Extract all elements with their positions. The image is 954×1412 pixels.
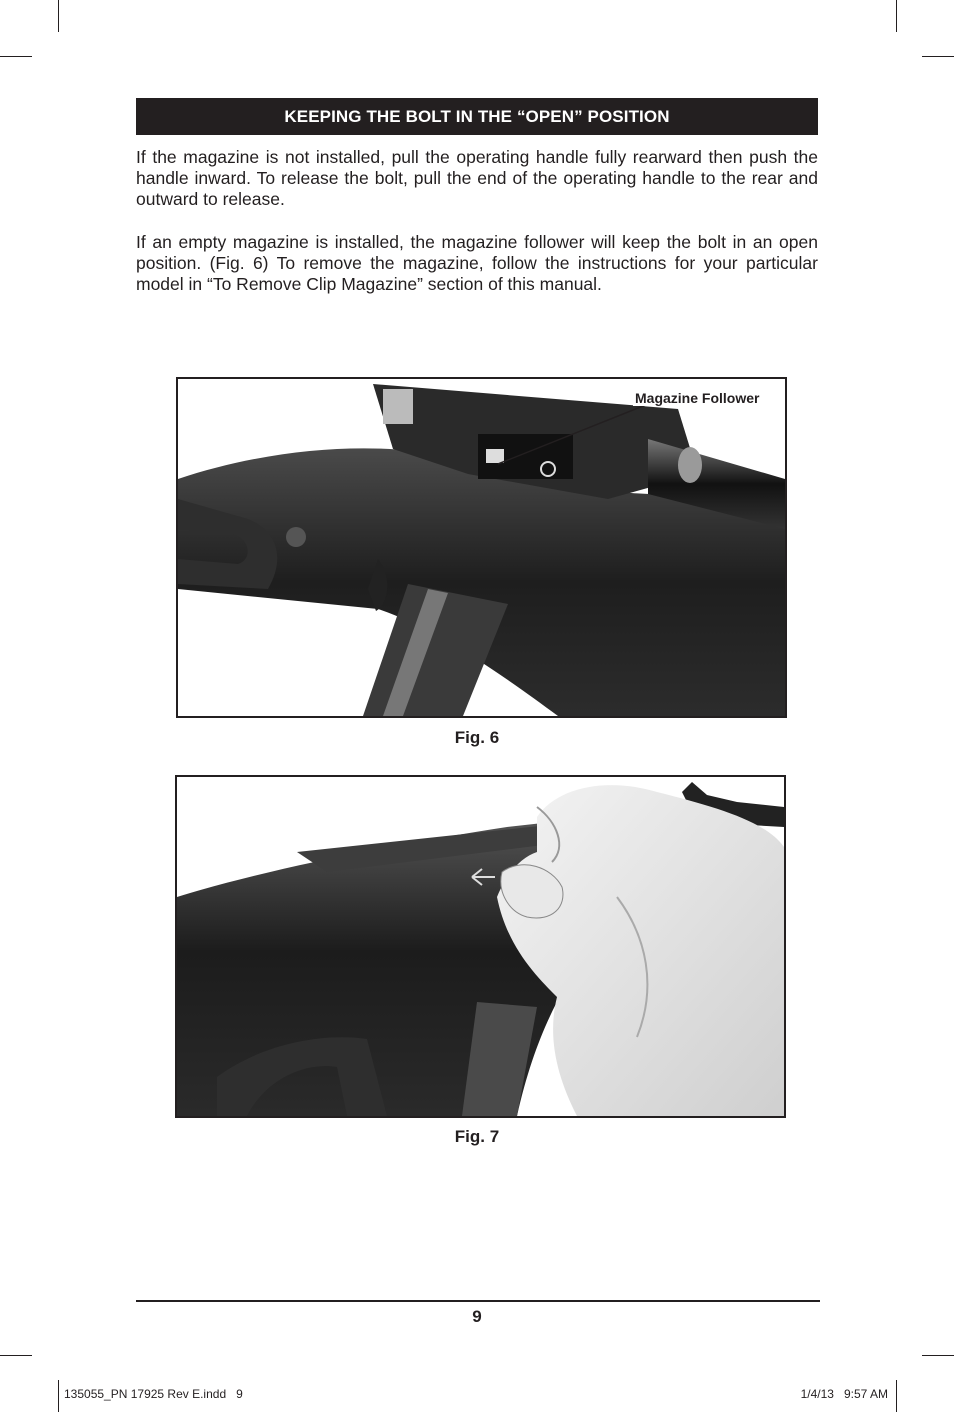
print-slug-filename: 135055_PN 17925 Rev E.indd 9 [64,1387,243,1401]
crop-mark [922,1355,954,1356]
body-paragraph: If the magazine is not installed, pull the operating handle fully rearward then push the handle inward. To release the bolt, pull the end of the operating handle to the rear and outward to release. [136,147,818,209]
figure-7-photo [175,775,786,1118]
body-paragraph: If an empty magazine is installed, the magazine follower will keep the bolt in an open position. (Fig. 6) To remove the magazine, follow the instructions for your particular model in “To Remove Clip Magazine” section of this manual. [136,232,818,294]
crop-mark [58,1380,59,1412]
crop-mark [0,1355,32,1356]
rifle-receiver-illustration [178,379,785,716]
figure-6-caption: Fig. 6 [454,728,500,747]
crop-mark [922,56,954,57]
crop-mark [896,0,897,32]
figure-7-caption: Fig. 7 [454,1127,500,1146]
hand-operating-handle-illustration [177,777,784,1116]
footer-rule [136,1300,820,1302]
crop-mark [0,56,32,57]
section-header [136,98,818,135]
magazine-follower-label: Magazine Follower [635,390,760,406]
page-number: 9 [472,1307,482,1326]
crop-mark [58,0,59,32]
print-slug-timestamp: 1/4/13 9:57 AM [800,1387,888,1401]
section-title: KEEPING THE BOLT IN THE “OPEN” POSITION [284,106,670,126]
figure-6-photo [176,377,787,718]
crop-mark [896,1380,897,1412]
